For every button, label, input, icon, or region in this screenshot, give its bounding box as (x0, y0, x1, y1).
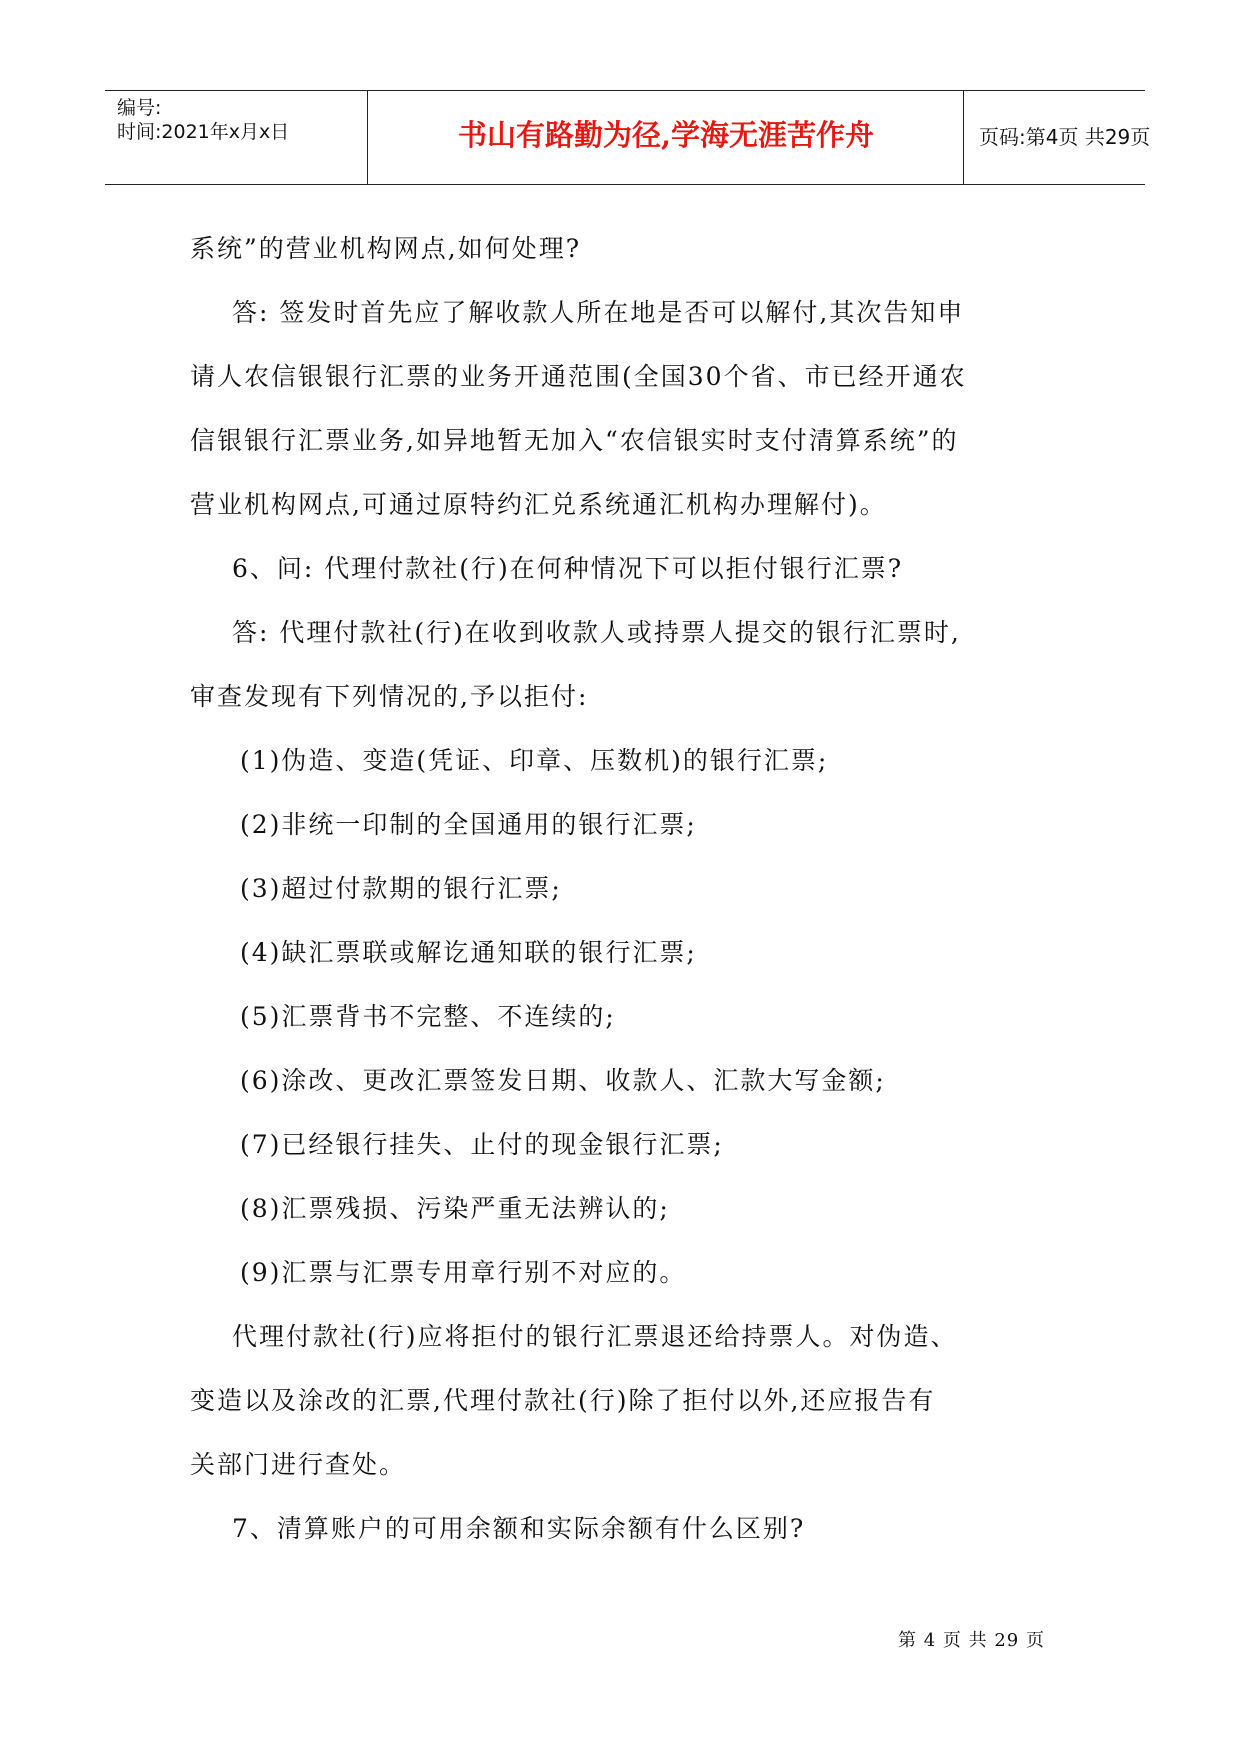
body-line: 系统”的营业机构网点,如何处理? (190, 234, 582, 263)
body-line: 代理付款社(行)应将拒付的银行汇票退还给持票人。对伪造、 (232, 1322, 958, 1351)
list-item: (7)已经银行挂失、止付的现金银行汇票; (240, 1130, 724, 1159)
list-item: (6)涂改、更改汇票签发日期、收款人、汇款大写金额; (240, 1066, 886, 1095)
body-line: 6、问: 代理付款社(行)在何种情况下可以拒付银行汇票? (232, 554, 904, 583)
header-slogan-cell (369, 91, 964, 184)
body-line: 审查发现有下列情况的,予以拒付: (190, 682, 589, 711)
list-item: (4)缺汇票联或解讫通知联的银行汇票; (240, 938, 697, 967)
header-page-number: 页码:第4页 共29页 (979, 125, 1151, 149)
body-line: 答: 签发时首先应了解收款人所在地是否可以解付,其次告知申 (232, 298, 965, 327)
body-line: 变造以及涂改的汇票,代理付款社(行)除了拒付以外,还应报告有 (190, 1386, 936, 1415)
document-time-label: 时间:2021年x月x日 (117, 121, 290, 143)
list-item: (1)伪造、变造(凭证、印章、压数机)的银行汇票; (240, 746, 829, 775)
list-item: (5)汇票背书不完整、不连续的; (240, 1002, 616, 1031)
body-line: 请人农信银银行汇票的业务开通范围(全国30个省、市已经开通农 (190, 362, 967, 391)
header-page-cell (965, 91, 1151, 184)
body-line: 营业机构网点,可通过原特约汇兑系统通汇机构办理解付)。 (190, 490, 887, 519)
list-item: (3)超过付款期的银行汇票; (240, 874, 562, 903)
header-slogan: 书山有路勤为径,学海无涯苦作舟 (457, 118, 875, 152)
body-line: 7、清算账户的可用余额和实际余额有什么区别? (232, 1514, 806, 1543)
document-number-label: 编号: (117, 97, 162, 119)
list-item: (2)非统一印制的全国通用的银行汇票; (240, 810, 697, 839)
list-item: (8)汇票残损、污染严重无法辨认的; (240, 1194, 670, 1223)
list-item: (9)汇票与汇票专用章行别不对应的。 (240, 1258, 687, 1287)
header-meta-cell (105, 91, 368, 184)
body-line: 关部门进行查处。 (190, 1450, 407, 1479)
body-line: 答: 代理付款社(行)在收到收款人或持票人提交的银行汇票时, (232, 618, 961, 647)
body-line: 信银银行汇票业务,如异地暂无加入“农信银实时支付清算系统”的 (190, 426, 959, 455)
page-header (105, 90, 1151, 185)
page-footer: 第 4 页 共 29 页 (898, 1630, 1045, 1651)
